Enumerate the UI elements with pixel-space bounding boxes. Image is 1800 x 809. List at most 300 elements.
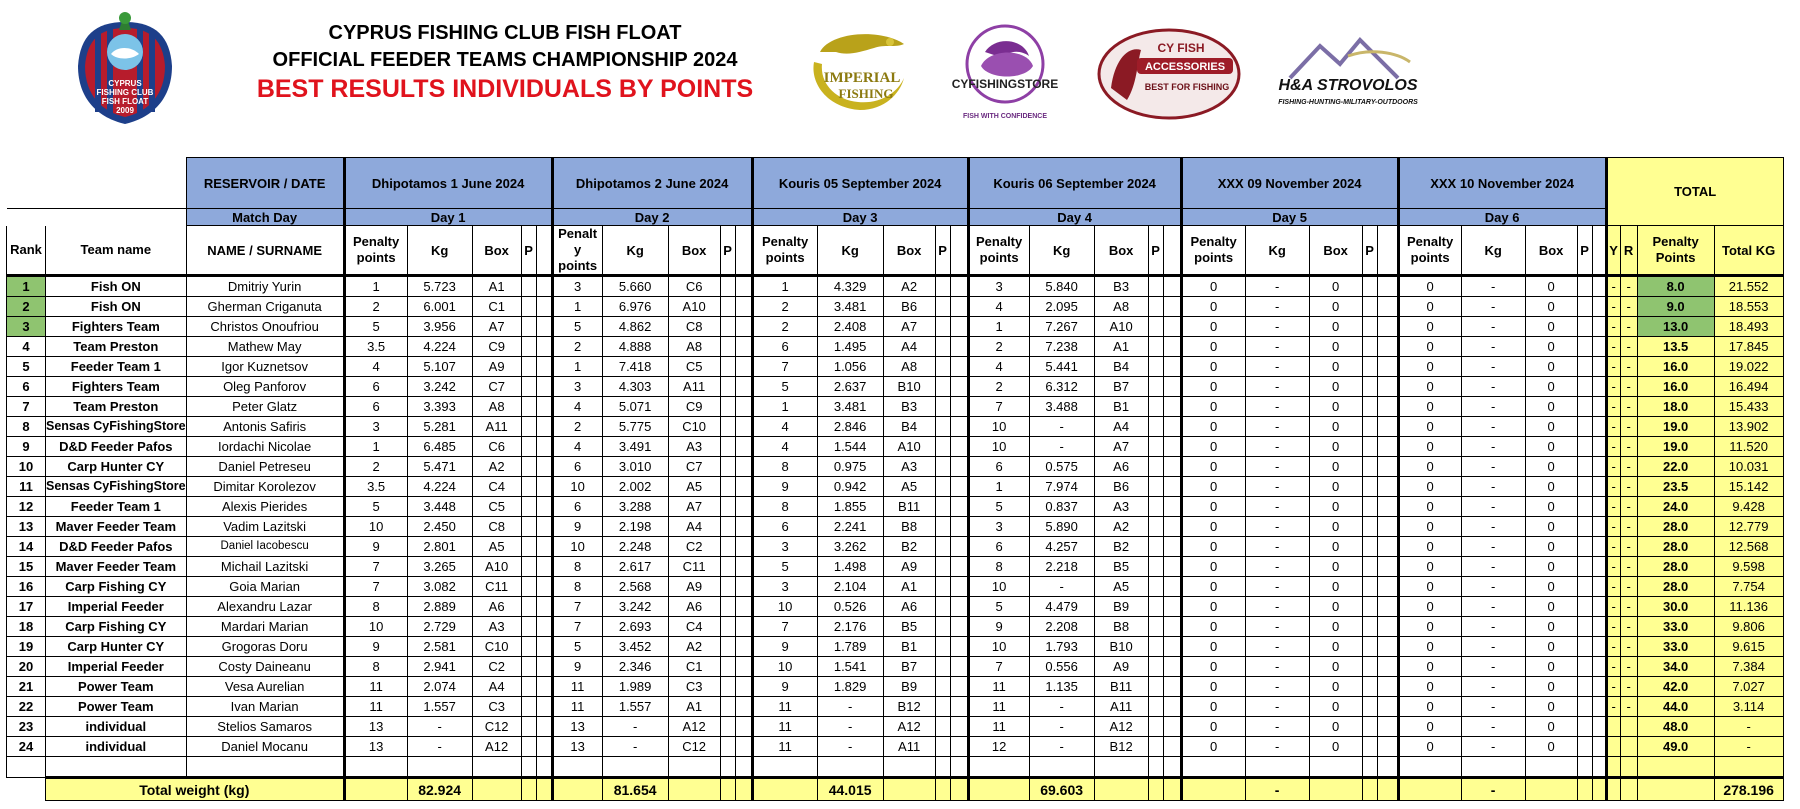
blank-cell — [735, 617, 752, 637]
p-header: P — [1362, 226, 1377, 276]
blank-cell — [752, 757, 817, 778]
r-cell: - — [1620, 337, 1637, 357]
team-cell: Imperial Feeder — [46, 657, 187, 677]
box-cell: A12 — [668, 717, 720, 737]
penalty-cell: 7 — [344, 557, 407, 577]
total-penalty-cell: 9.0 — [1637, 297, 1714, 317]
p-cell — [521, 617, 536, 637]
box-cell: 0 — [1525, 337, 1577, 357]
penalty-cell: 1 — [752, 276, 817, 297]
kg-cell: 3.393 — [407, 397, 472, 417]
p-cell — [1362, 557, 1377, 577]
p-cell — [720, 657, 735, 677]
p-cell — [1577, 697, 1592, 717]
box-header: Box — [668, 226, 720, 276]
r-cell: - — [1620, 357, 1637, 377]
header-row-columns — [7, 226, 1784, 276]
blank-cell — [1094, 778, 1148, 801]
p-cell — [521, 717, 536, 737]
p-cell — [1362, 677, 1377, 697]
box-cell: 0 — [1309, 577, 1362, 597]
kg-cell: 5.723 — [407, 276, 472, 297]
kg-header: Kg — [407, 226, 472, 276]
kg-cell: - — [1245, 557, 1309, 577]
penalty-cell: 0 — [1398, 557, 1461, 577]
blank-cell — [950, 297, 968, 317]
p-cell — [935, 517, 950, 537]
y-cell: - — [1606, 457, 1620, 477]
total-kg-cell: 17.845 — [1714, 337, 1783, 357]
blank-cell — [735, 637, 752, 657]
box-cell: A9 — [472, 357, 521, 377]
penalty-cell: 0 — [1398, 637, 1461, 657]
blank-cell — [1592, 417, 1606, 437]
total-penalty-cell: 13.0 — [1637, 317, 1714, 337]
box-cell: 0 — [1525, 597, 1577, 617]
svg-text:FISHING-HUNTING-MILITARY-OUTDO: FISHING-HUNTING-MILITARY-OUTDOORS — [1278, 99, 1418, 106]
p-cell — [935, 337, 950, 357]
svg-text:CYFISHINGSTORE: CYFISHINGSTORE — [951, 77, 1059, 91]
total-penalty-cell: 42.0 — [1637, 677, 1714, 697]
kg-cell: - — [1461, 537, 1525, 557]
penalty-cell: 2 — [968, 377, 1029, 397]
blank-cell — [1163, 226, 1181, 276]
kg-cell: 1.829 — [817, 677, 883, 697]
name-cell: Mardari Marian — [186, 617, 344, 637]
blank-cell — [950, 337, 968, 357]
blank-cell — [1163, 357, 1181, 377]
rank-cell: 6 — [7, 377, 46, 397]
kg-cell: 5.471 — [407, 457, 472, 477]
svg-text:2009: 2009 — [116, 106, 134, 115]
box-cell: 0 — [1309, 357, 1362, 377]
name-cell: Daniel Iacobescu — [186, 537, 344, 557]
table-row — [7, 377, 1784, 397]
box-cell: 0 — [1525, 637, 1577, 657]
kg-cell: 0.526 — [817, 597, 883, 617]
name-cell: Dimitar Korolezov — [186, 477, 344, 497]
p-cell — [1577, 337, 1592, 357]
box-cell: 0 — [1309, 677, 1362, 697]
kg-cell: 2.450 — [407, 517, 472, 537]
box-cell: C2 — [668, 537, 720, 557]
p-cell — [1362, 737, 1377, 757]
box-cell: 0 — [1309, 317, 1362, 337]
p-cell — [521, 697, 536, 717]
penalty-cell: 7 — [344, 577, 407, 597]
box-cell: A7 — [1094, 437, 1148, 457]
blank-cell — [1163, 557, 1181, 577]
box-cell: A1 — [1094, 337, 1148, 357]
day-total-cell: 44.015 — [817, 778, 883, 801]
box-cell: C12 — [472, 717, 521, 737]
p-cell — [720, 557, 735, 577]
blank-cell — [950, 377, 968, 397]
box-cell: C6 — [668, 276, 720, 297]
p-cell — [1148, 717, 1163, 737]
table-row — [7, 657, 1784, 677]
blank-cell — [950, 517, 968, 537]
blank-cell — [1592, 657, 1606, 677]
team-cell: Fighters Team — [46, 317, 187, 337]
penalty-cell: 10 — [968, 437, 1029, 457]
blank-cell — [735, 757, 752, 778]
blank-cell — [536, 497, 552, 517]
r-cell: - — [1620, 497, 1637, 517]
blank-cell — [1362, 757, 1377, 778]
blank-cell — [1377, 417, 1398, 437]
box-cell: 0 — [1525, 677, 1577, 697]
box-cell: 0 — [1309, 397, 1362, 417]
penalty-cell: 0 — [1181, 337, 1245, 357]
box-cell: C1 — [668, 657, 720, 677]
rank-cell: 5 — [7, 357, 46, 377]
blank-cell — [950, 778, 968, 801]
blank-cell — [1377, 617, 1398, 637]
p-cell — [935, 537, 950, 557]
total-kg-cell: - — [1714, 717, 1783, 737]
kg-cell: - — [817, 737, 883, 757]
p-cell — [935, 457, 950, 477]
day-header: Day 2 — [552, 209, 752, 226]
penalty-cell: 9 — [752, 677, 817, 697]
box-cell: A5 — [668, 477, 720, 497]
p-cell — [720, 317, 735, 337]
table-row — [7, 357, 1784, 377]
penalty-cell: 5 — [752, 377, 817, 397]
r-cell — [1620, 737, 1637, 757]
penalty-cell: 10 — [752, 597, 817, 617]
total-kg-cell: 19.022 — [1714, 357, 1783, 377]
kg-cell: - — [407, 717, 472, 737]
penalty-cell: 6 — [752, 337, 817, 357]
penalty-cell: 2 — [552, 417, 602, 437]
penalty-cell: 0 — [1181, 517, 1245, 537]
blank-cell — [950, 617, 968, 637]
p-cell — [720, 337, 735, 357]
blank-cell — [1377, 757, 1398, 778]
blank-cell — [536, 417, 552, 437]
box-cell: 0 — [1309, 417, 1362, 437]
kg-cell: 7.418 — [602, 357, 668, 377]
penalty-cell: 7 — [552, 617, 602, 637]
kg-cell: 4.329 — [817, 276, 883, 297]
table-row — [7, 717, 1784, 737]
box-cell: A10 — [668, 297, 720, 317]
p-cell — [720, 437, 735, 457]
box-cell: A3 — [883, 457, 935, 477]
penalty-cell: 0 — [1181, 697, 1245, 717]
p-cell — [1362, 397, 1377, 417]
team-cell: Power Team — [46, 677, 187, 697]
kg-cell: - — [1461, 577, 1525, 597]
p-cell — [1148, 377, 1163, 397]
penalty-header: Penalt y points — [552, 226, 602, 276]
box-cell: B8 — [883, 517, 935, 537]
box-cell: 0 — [1525, 357, 1577, 377]
box-cell: C7 — [668, 457, 720, 477]
team-cell: Maver Feeder Team — [46, 557, 187, 577]
total-kg-cell: 18.493 — [1714, 317, 1783, 337]
blank-cell — [1029, 757, 1094, 778]
blank-cell — [950, 697, 968, 717]
r-cell: - — [1620, 317, 1637, 337]
kg-header: Kg — [1245, 226, 1309, 276]
box-cell: B9 — [883, 677, 935, 697]
penalty-cell: 10 — [552, 477, 602, 497]
penalty-cell: 9 — [552, 517, 602, 537]
name-cell: Gherman Criganuta — [186, 297, 344, 317]
penalty-cell: 8 — [552, 557, 602, 577]
blank-cell — [1163, 597, 1181, 617]
team-cell: Fish ON — [46, 276, 187, 297]
p-cell — [1148, 437, 1163, 457]
name-cell: Vesa Aurelian — [186, 677, 344, 697]
p-cell — [720, 737, 735, 757]
p-header: P — [521, 226, 536, 276]
rank-cell: 3 — [7, 317, 46, 337]
p-cell — [1577, 637, 1592, 657]
blank-cell — [735, 697, 752, 717]
p-cell — [1362, 276, 1377, 297]
kg-cell: 6.485 — [407, 437, 472, 457]
team-cell: Fighters Team — [46, 377, 187, 397]
total-kg-cell: 15.433 — [1714, 397, 1783, 417]
p-cell — [720, 477, 735, 497]
p-cell — [720, 457, 735, 477]
results-table — [6, 157, 1784, 801]
r-cell: - — [1620, 677, 1637, 697]
penalty-cell: 5 — [752, 557, 817, 577]
table-row — [7, 637, 1784, 657]
kg-cell: - — [1461, 317, 1525, 337]
penalty-cell: 11 — [344, 677, 407, 697]
p-cell — [1577, 477, 1592, 497]
r-cell: - — [1620, 617, 1637, 637]
box-cell: 0 — [1525, 657, 1577, 677]
blank-cell — [1377, 317, 1398, 337]
box-cell: B12 — [1094, 737, 1148, 757]
team-cell: D&D Feeder Pafos — [46, 437, 187, 457]
kg-cell: 2.208 — [1029, 617, 1094, 637]
penalty-cell: 13 — [344, 737, 407, 757]
penalty-cell: 1 — [344, 437, 407, 457]
p-cell — [1362, 437, 1377, 457]
p-cell — [1362, 297, 1377, 317]
total-kg-cell: 9.428 — [1714, 497, 1783, 517]
r-cell: - — [1620, 297, 1637, 317]
p-cell — [1148, 337, 1163, 357]
rank-cell: 19 — [7, 637, 46, 657]
penalty-cell: 6 — [552, 497, 602, 517]
r-cell: - — [1620, 657, 1637, 677]
kg-cell: - — [1245, 537, 1309, 557]
rank-cell: 1 — [7, 276, 46, 297]
p-cell — [521, 357, 536, 377]
day-header: Day 1 — [344, 209, 552, 226]
penalty-cell: 3.5 — [344, 337, 407, 357]
table-row — [7, 457, 1784, 477]
p-cell — [1362, 497, 1377, 517]
table-row — [7, 417, 1784, 437]
penalty-cell: 3 — [552, 276, 602, 297]
kg-cell: - — [1461, 437, 1525, 457]
cy-fish-accessories-logo — [1097, 28, 1242, 120]
blank-cell — [950, 357, 968, 377]
blank-cell — [1592, 226, 1606, 276]
penalty-cell: 6 — [968, 537, 1029, 557]
team-cell: Carp Fishing CY — [46, 577, 187, 597]
total-kg-cell: 7.384 — [1714, 657, 1783, 677]
blank-cell — [735, 297, 752, 317]
blank-cell — [1377, 717, 1398, 737]
box-cell: A11 — [1094, 697, 1148, 717]
kg-cell: 5.660 — [602, 276, 668, 297]
penalty-cell: 2 — [344, 297, 407, 317]
blank-cell — [720, 757, 735, 778]
kg-cell: 2.074 — [407, 677, 472, 697]
p-cell — [1577, 357, 1592, 377]
p-cell — [1362, 517, 1377, 537]
blank-cell — [950, 276, 968, 297]
blank-cell — [1592, 457, 1606, 477]
box-cell: B6 — [883, 297, 935, 317]
blank-cell — [1309, 778, 1362, 801]
box-cell: B11 — [883, 497, 935, 517]
kg-cell: - — [1245, 597, 1309, 617]
total-kg-cell: 12.779 — [1714, 517, 1783, 537]
kg-cell: 2.729 — [407, 617, 472, 637]
total-penalty-cell: 23.5 — [1637, 477, 1714, 497]
p-cell — [720, 276, 735, 297]
total-penalty-cell: 16.0 — [1637, 377, 1714, 397]
p-cell — [720, 517, 735, 537]
box-cell: A6 — [472, 597, 521, 617]
kg-header: Kg — [1461, 226, 1525, 276]
day-total-cell: 81.654 — [602, 778, 668, 801]
box-cell: C8 — [668, 317, 720, 337]
p-cell — [1362, 637, 1377, 657]
table-row — [7, 437, 1784, 457]
kg-cell: - — [1461, 357, 1525, 377]
blank-cell — [752, 778, 817, 801]
penalty-cell: 3 — [344, 417, 407, 437]
blank-cell — [668, 757, 720, 778]
p-cell — [720, 577, 735, 597]
kg-cell: 5.775 — [602, 417, 668, 437]
kg-cell: - — [1461, 377, 1525, 397]
box-cell: 0 — [1309, 337, 1362, 357]
p-cell — [720, 597, 735, 617]
blank-cell — [1163, 417, 1181, 437]
blank-cell — [1163, 737, 1181, 757]
blank-cell — [536, 757, 552, 778]
table-row — [7, 677, 1784, 697]
box-cell: A6 — [1094, 457, 1148, 477]
box-cell: A7 — [883, 317, 935, 337]
r-cell: - — [1620, 537, 1637, 557]
kg-cell: - — [1245, 417, 1309, 437]
kg-cell: - — [1029, 437, 1094, 457]
box-cell: C3 — [472, 697, 521, 717]
box-cell: 0 — [1309, 597, 1362, 617]
box-cell: A4 — [472, 677, 521, 697]
box-cell: 0 — [1525, 497, 1577, 517]
r-cell — [1620, 717, 1637, 737]
kg-cell: - — [1245, 337, 1309, 357]
blank-cell — [1592, 337, 1606, 357]
p-cell — [720, 677, 735, 697]
blank-cell — [344, 778, 407, 801]
kg-cell: 2.104 — [817, 577, 883, 597]
p-cell — [1362, 537, 1377, 557]
blank-cell — [1377, 778, 1398, 801]
kg-cell: - — [1245, 477, 1309, 497]
blank-cell — [536, 357, 552, 377]
box-cell: A5 — [1094, 577, 1148, 597]
penalty-cell: 0 — [1398, 517, 1461, 537]
penalty-cell: 3 — [552, 377, 602, 397]
name-cell: Alexis Pierides — [186, 497, 344, 517]
rank-cell: 11 — [7, 477, 46, 497]
name-cell: Alexandru Lazar — [186, 597, 344, 617]
penalty-cell: 5 — [344, 497, 407, 517]
box-cell: B2 — [883, 537, 935, 557]
box-cell: C6 — [472, 437, 521, 457]
day-header: Day 4 — [968, 209, 1181, 226]
header-row-day — [7, 209, 1784, 226]
blank-cell — [1377, 226, 1398, 276]
blank-cell — [1148, 757, 1163, 778]
imperial-fishing-logo — [800, 22, 920, 122]
kg-cell: 3.242 — [407, 377, 472, 397]
penalty-cell: 13 — [552, 717, 602, 737]
penalty-cell: 1 — [344, 276, 407, 297]
box-cell: A4 — [1094, 417, 1148, 437]
kg-cell: 2.095 — [1029, 297, 1094, 317]
kg-cell: 4.479 — [1029, 597, 1094, 617]
table-row — [7, 477, 1784, 497]
box-cell: B3 — [1094, 276, 1148, 297]
kg-cell: 3.242 — [602, 597, 668, 617]
kg-cell: 1.855 — [817, 497, 883, 517]
p-cell — [521, 537, 536, 557]
blank-cell — [552, 757, 602, 778]
p-header: P — [720, 226, 735, 276]
kg-cell: 0.575 — [1029, 457, 1094, 477]
rank-cell: 22 — [7, 697, 46, 717]
rank-cell: 21 — [7, 677, 46, 697]
p-cell — [720, 377, 735, 397]
kg-cell: 3.288 — [602, 497, 668, 517]
kg-cell: 3.481 — [817, 297, 883, 317]
kg-cell: 4.224 — [407, 477, 472, 497]
total-penalty-cell: 18.0 — [1637, 397, 1714, 417]
blank-cell — [1377, 337, 1398, 357]
kg-cell: - — [1245, 617, 1309, 637]
total-kg-cell: - — [1714, 737, 1783, 757]
p-cell — [521, 497, 536, 517]
blank-cell — [1163, 276, 1181, 297]
penalty-cell: 0 — [1181, 477, 1245, 497]
box-cell: A5 — [472, 537, 521, 557]
blank-cell — [720, 778, 735, 801]
penalty-cell: 0 — [1398, 357, 1461, 377]
blank-cell — [968, 778, 1029, 801]
p-cell — [935, 377, 950, 397]
penalty-cell: 11 — [752, 717, 817, 737]
box-header: Box — [1094, 226, 1148, 276]
